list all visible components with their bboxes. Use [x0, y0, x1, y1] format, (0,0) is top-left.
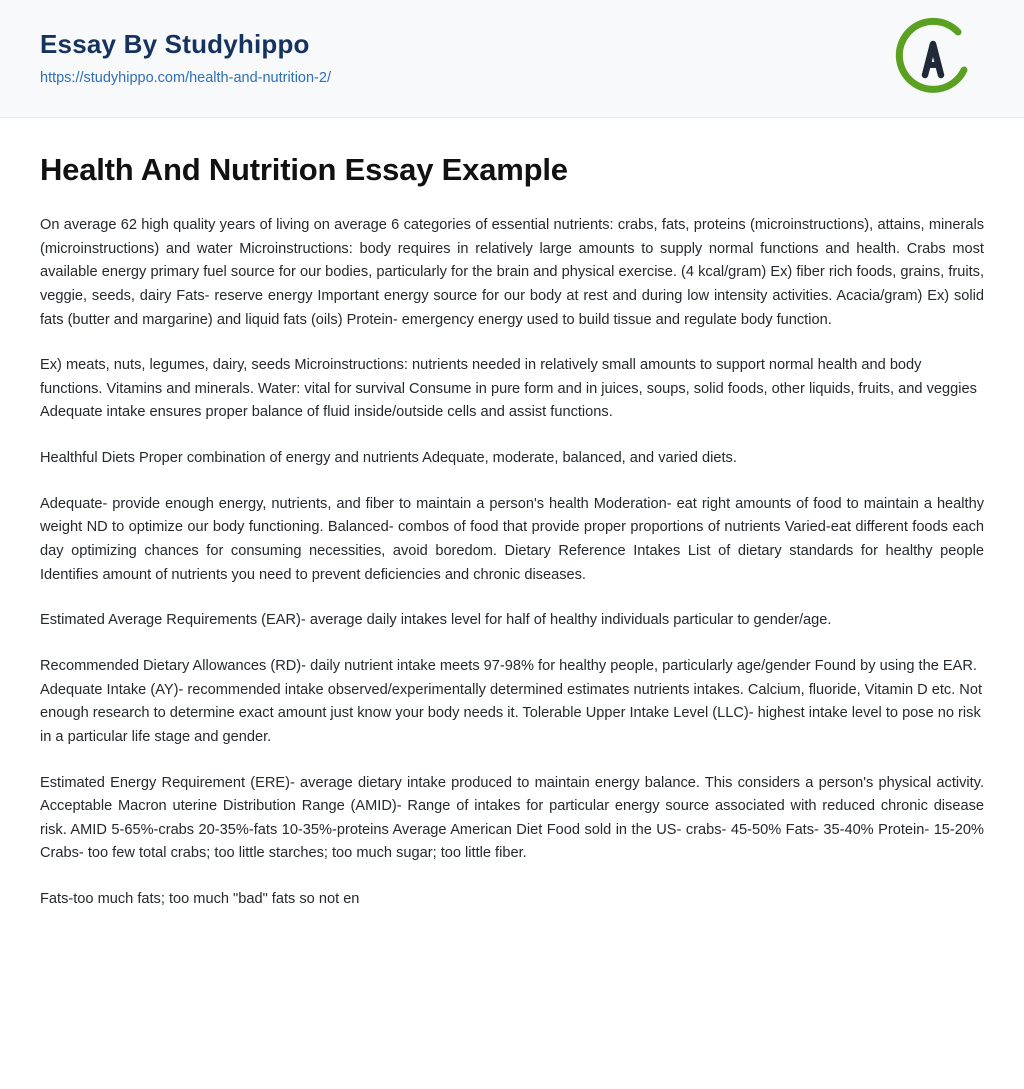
paragraph: Recommended Dietary Allowances (RD)- daily nutrient intake meets 97-98% for healthy people, particularly age/gender Found by using the EAR. Adequate Intake (AY)- recommended intake observed/experimentally determined estimates nutrients intakes. Calcium, fluoride, Vitamin D etc. Not enough research to determine exact amount just know your body needs it. Tolerable Upper Intake Level (LLC)- highest intake level to pose no risk in a particular life stage and gender.	[40, 657, 983, 745]
site-header	[0, 0, 1024, 118]
brand-title: Essay By Studyhippo	[40, 29, 310, 60]
paragraph: Healthful Diets Proper combination of energy and nutrients Adequate, moderate, balanced, and varied diets.	[40, 450, 737, 467]
paragraph: Estimated Energy Requirement (ERE)- average dietary intake produced to maintain energy balance. This considers a person's physical activity. Acceptable Macron uterine Distribution Range (AMID)- Range of intakes for particular energy source associated with reduced chronic disease risk. AMID 5-65%-crabs 20-35%-fats 10-35%-proteins Average American Diet Food sold in the US- crabs- 45-50% Fats- 35-40% Protein- 15-20% Crabs- too few total crabs; too little starches; too much sugar; too little fiber.	[40, 774, 984, 862]
paragraph: Fats-too much fats; too much "bad" fats so not en	[40, 891, 360, 908]
source-url[interactable]: https://studyhippo.com/health-and-nutrition-2/	[40, 69, 331, 86]
document-body	[0, 118, 1024, 942]
paragraph: On average 62 high quality years of living on average 6 categories of essential nutrients: crabs, fats, proteins (microinstructions), attains, minerals (microinstructions) and water Microinstructions: body requires in relatively large amounts to supply normal functions and health. Crabs most available energy primary fuel source for our bodies, particularly for the brain and physical exercise. (4 kcal/gram) Ex) fiber rich foods, grains, fruits, veggie, seeds, dairy Fats- reserve energy Important energy source for our body at rest and during low intensity activities. Acacia/gram) Ex) solid fats (butter and margarine) and liquid fats (oils) Protein- emergency energy used to build tissue and regulate body function.	[40, 217, 984, 328]
page-title: Health And Nutrition Essay Example	[40, 152, 568, 187]
paragraph: Ex) meats, nuts, legumes, dairy, seeds Microinstructions: nutrients needed in relatively small amounts to support normal health and body functions. Vitamins and minerals. Water: vital for survival Consume in pure form and in juices, soups, solid foods, other liquids, fruits, and veggies Adequate intake ensures proper balance of fluid inside/outside cells and assist functions.	[40, 357, 977, 421]
paragraph: Estimated Average Requirements (EAR)- average daily intakes level for half of healthy individuals particular to gender/age.	[40, 612, 832, 629]
studyhippo-a-logo-icon	[890, 16, 976, 102]
paragraph: Adequate- provide enough energy, nutrients, and fiber to maintain a person's health Moderation- eat right amounts of food to maintain a healthy weight ND to optimize our body functioning. Balanced- combos of food that provide proper proportions of nutrients Varied-eat different foods each day optimizing chances for consuming necessities, avoid boredom. Dietary Reference Intakes List of dietary standards for healthy people Identifies amount of nutrients you need to prevent deficiencies and chronic diseases.	[40, 495, 984, 583]
brand-block	[40, 30, 331, 87]
